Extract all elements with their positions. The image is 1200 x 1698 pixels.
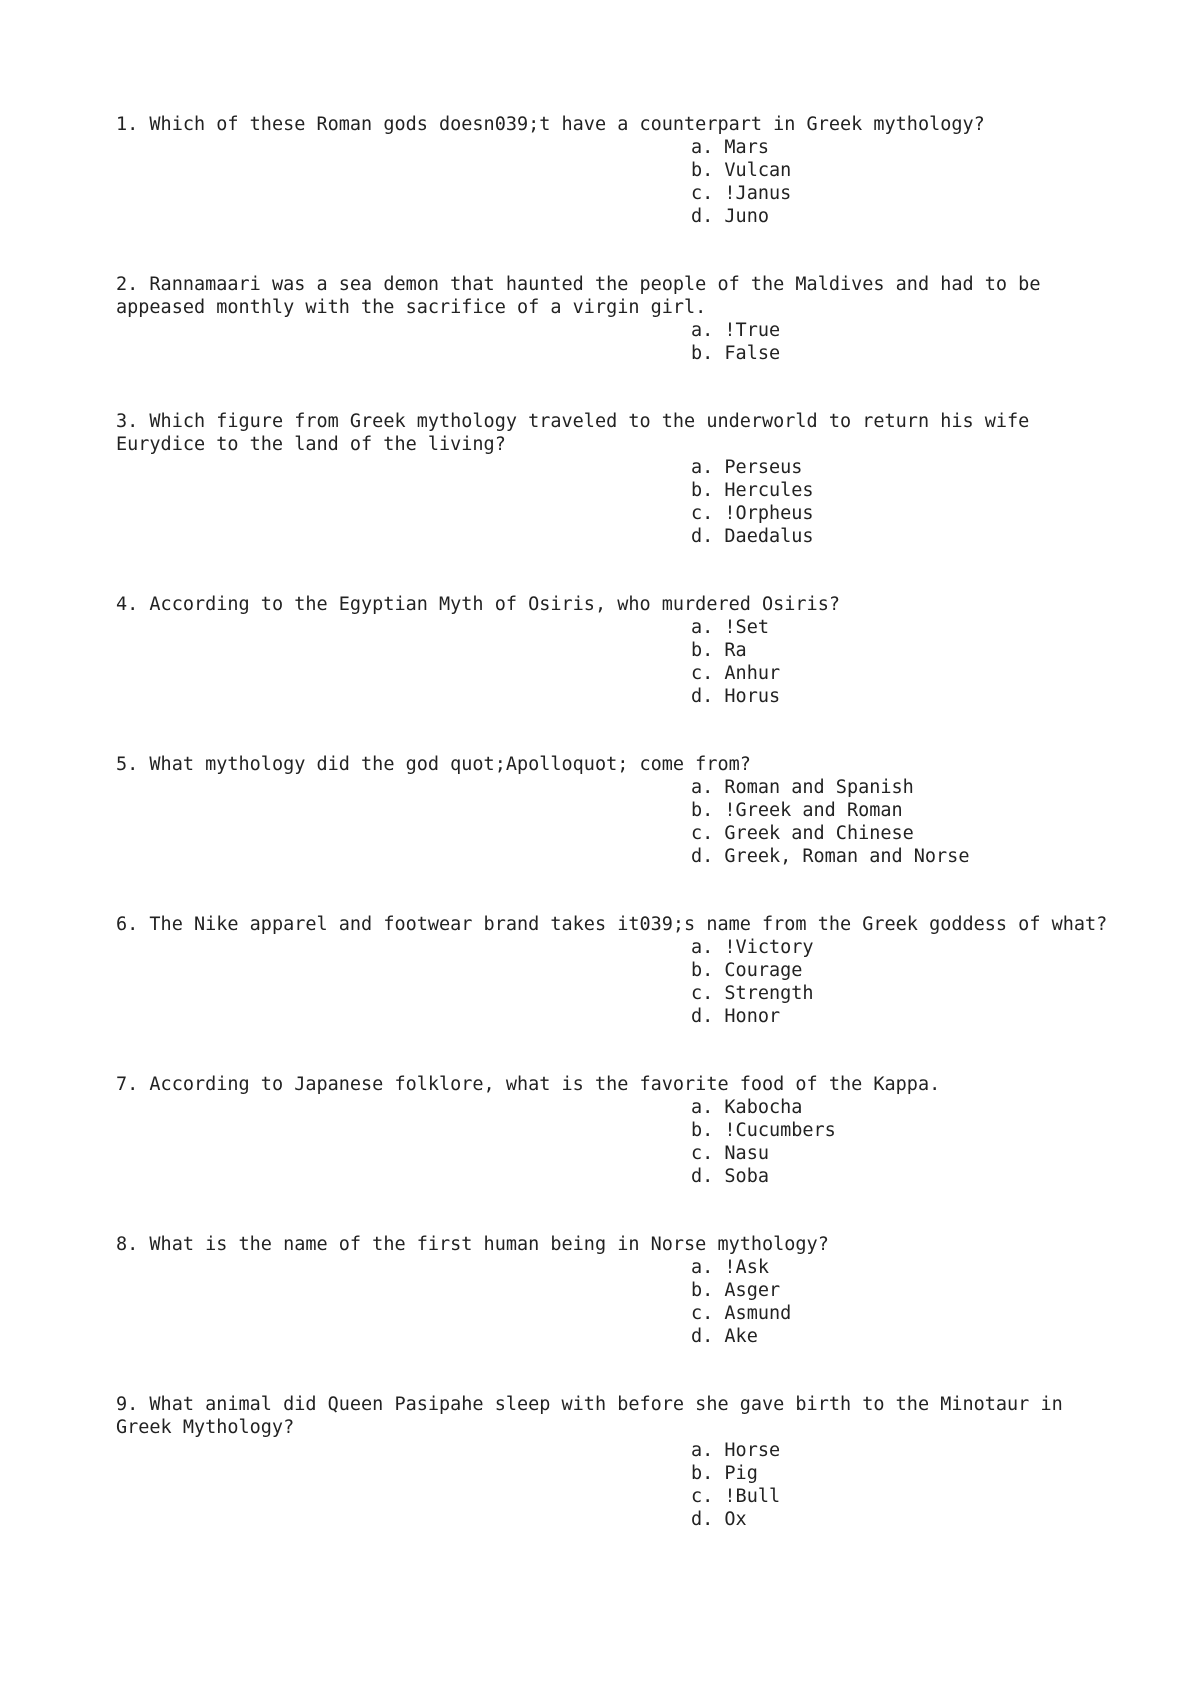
option-text: Ox: [724, 1509, 747, 1530]
option-text: Juno: [724, 206, 769, 227]
option-text: False: [724, 343, 781, 364]
question-number: 6.: [116, 914, 139, 935]
option-text: Courage: [724, 960, 803, 981]
question-prompt: What animal did Queen Pasipahe sleep with before she gave birth to the Minotaur in Greek Mythology?: [116, 1394, 1074, 1438]
option-letter: c .: [691, 1303, 724, 1324]
question-prompt: What mythology did the god quot;Apolloquot; come from?: [149, 754, 751, 775]
answer-option: [691, 342, 1116, 365]
question-number: 3.: [116, 411, 139, 432]
question-prompt: Which of these Roman gods doesn039;t have a counterpart in Greek mythology?: [149, 114, 985, 135]
quiz-page: [116, 113, 1116, 1576]
option-letter: d .: [691, 1166, 724, 1187]
answer-option: [691, 845, 1116, 868]
option-text: !Greek and Roman: [724, 800, 903, 821]
option-text: !Victory: [724, 937, 814, 958]
option-letter: b .: [691, 640, 724, 661]
answer-option: [691, 136, 1116, 159]
option-letter: b .: [691, 160, 724, 181]
answer-option: [691, 936, 1116, 959]
answer-option: [691, 1165, 1116, 1188]
option-text: Hercules: [724, 480, 814, 501]
option-letter: b .: [691, 1463, 724, 1484]
question-text: [116, 1073, 1116, 1096]
option-letter: b .: [691, 1280, 724, 1301]
answer-option: [691, 456, 1116, 479]
option-text: Greek and Chinese: [724, 823, 914, 844]
option-text: Strength: [724, 983, 814, 1004]
question-text: [116, 410, 1116, 456]
option-text: !Bull: [724, 1486, 781, 1507]
answer-option: [691, 1462, 1116, 1485]
answer-option: [691, 776, 1116, 799]
option-text: Greek, Roman and Norse: [724, 846, 970, 867]
option-letter: d .: [691, 526, 724, 547]
answer-option: [691, 639, 1116, 662]
option-text: Ra: [724, 640, 747, 661]
option-letter: b .: [691, 1120, 724, 1141]
answer-option: [691, 1256, 1116, 1279]
answer-option: [691, 1119, 1116, 1142]
question-3: [116, 410, 1116, 548]
answer-option: [691, 159, 1116, 182]
option-letter: d .: [691, 1006, 724, 1027]
answer-option: [691, 799, 1116, 822]
option-text: !Janus: [724, 183, 792, 204]
option-text: Kabocha: [724, 1097, 803, 1118]
question-number: 8.: [116, 1234, 139, 1255]
question-prompt: Which figure from Greek mythology traveled to the underworld to return his wife Eurydice to the land of the living?: [116, 411, 1041, 455]
answer-option: [691, 616, 1116, 639]
option-letter: d .: [691, 206, 724, 227]
option-text: Asger: [724, 1280, 781, 1301]
option-text: !Ask: [724, 1257, 769, 1278]
question-prompt: According to the Egyptian Myth of Osiris, who murdered Osiris?: [149, 594, 840, 615]
option-text: Anhur: [724, 663, 781, 684]
option-letter: c .: [691, 1143, 724, 1164]
option-letter: c .: [691, 1486, 724, 1507]
option-letter: a .: [691, 937, 724, 958]
option-letter: a .: [691, 320, 724, 341]
option-text: !Orpheus: [724, 503, 814, 524]
question-5: [116, 753, 1116, 868]
option-text: Vulcan: [724, 160, 792, 181]
option-text: Horus: [724, 686, 781, 707]
option-letter: a .: [691, 1257, 724, 1278]
option-letter: b .: [691, 800, 724, 821]
option-letter: d .: [691, 686, 724, 707]
option-letter: a .: [691, 1440, 724, 1461]
answer-option: [691, 205, 1116, 228]
answer-option: [691, 822, 1116, 845]
answer-option: [691, 479, 1116, 502]
option-text: Mars: [724, 137, 769, 158]
answer-option: [691, 1325, 1116, 1348]
option-text: Soba: [724, 1166, 769, 1187]
option-letter: c .: [691, 983, 724, 1004]
answer-options: [116, 1439, 1116, 1531]
question-8: [116, 1233, 1116, 1348]
question-text: [116, 1393, 1116, 1439]
answer-option: [691, 1302, 1116, 1325]
answer-option: [691, 982, 1116, 1005]
option-letter: d .: [691, 846, 724, 867]
question-9: [116, 1393, 1116, 1531]
question-number: 1.: [116, 114, 139, 135]
answer-options: [116, 1096, 1116, 1188]
option-letter: d .: [691, 1326, 724, 1347]
question-4: [116, 593, 1116, 708]
answer-option: [691, 1279, 1116, 1302]
answer-options: [116, 936, 1116, 1028]
option-text: Daedalus: [724, 526, 814, 547]
question-number: 2.: [116, 274, 139, 295]
option-text: Nasu: [724, 1143, 769, 1164]
option-letter: b .: [691, 960, 724, 981]
option-text: Asmund: [724, 1303, 792, 1324]
question-number: 4.: [116, 594, 139, 615]
answer-option: [691, 1485, 1116, 1508]
option-letter: b .: [691, 480, 724, 501]
option-text: Roman and Spanish: [724, 777, 914, 798]
option-letter: d .: [691, 1509, 724, 1530]
answer-option: [691, 525, 1116, 548]
option-text: Perseus: [724, 457, 803, 478]
answer-option: [691, 502, 1116, 525]
answer-option: [691, 1508, 1116, 1531]
answer-option: [691, 319, 1116, 342]
answer-options: [116, 319, 1116, 365]
option-text: Horse: [724, 1440, 781, 1461]
option-letter: a .: [691, 457, 724, 478]
option-letter: a .: [691, 617, 724, 638]
question-text: [116, 593, 1116, 616]
option-letter: a .: [691, 1097, 724, 1118]
answer-option: [691, 1005, 1116, 1028]
question-1: [116, 113, 1116, 228]
question-prompt: Rannamaari was a sea demon that haunted the people of the Maldives and had to be appeased monthly with the sacrifice of a virgin girl.: [116, 274, 1052, 318]
option-letter: b .: [691, 343, 724, 364]
option-text: Ake: [724, 1326, 758, 1347]
option-text: !Cucumbers: [724, 1120, 836, 1141]
question-number: 5.: [116, 754, 139, 775]
option-letter: c .: [691, 183, 724, 204]
answer-option: [691, 1142, 1116, 1165]
option-letter: c .: [691, 503, 724, 524]
answer-option: [691, 685, 1116, 708]
question-text: [116, 1233, 1116, 1256]
question-prompt: According to Japanese folklore, what is the favorite food of the Kappa.: [149, 1074, 941, 1095]
question-7: [116, 1073, 1116, 1188]
answer-options: [116, 136, 1116, 228]
question-6: [116, 913, 1116, 1028]
option-text: Honor: [724, 1006, 781, 1027]
question-text: [116, 273, 1116, 319]
question-number: 9.: [116, 1394, 139, 1415]
question-text: [116, 913, 1116, 936]
answer-options: [116, 616, 1116, 708]
question-text: [116, 753, 1116, 776]
answer-option: [691, 959, 1116, 982]
question-number: 7.: [116, 1074, 139, 1095]
answer-option: [691, 662, 1116, 685]
option-letter: c .: [691, 823, 724, 844]
option-text: !True: [724, 320, 781, 341]
answer-option: [691, 1439, 1116, 1462]
answer-options: [116, 1256, 1116, 1348]
question-2: [116, 273, 1116, 365]
answer-option: [691, 182, 1116, 205]
question-text: [116, 113, 1116, 136]
option-letter: a .: [691, 137, 724, 158]
answer-option: [691, 1096, 1116, 1119]
answer-options: [116, 776, 1116, 868]
question-prompt: The Nike apparel and footwear brand takes it039;s name from the Greek goddess of what?: [149, 914, 1108, 935]
option-letter: a .: [691, 777, 724, 798]
answer-options: [116, 456, 1116, 548]
option-letter: c .: [691, 663, 724, 684]
question-prompt: What is the name of the first human being in Norse mythology?: [149, 1234, 829, 1255]
option-text: !Set: [724, 617, 769, 638]
option-text: Pig: [724, 1463, 758, 1484]
